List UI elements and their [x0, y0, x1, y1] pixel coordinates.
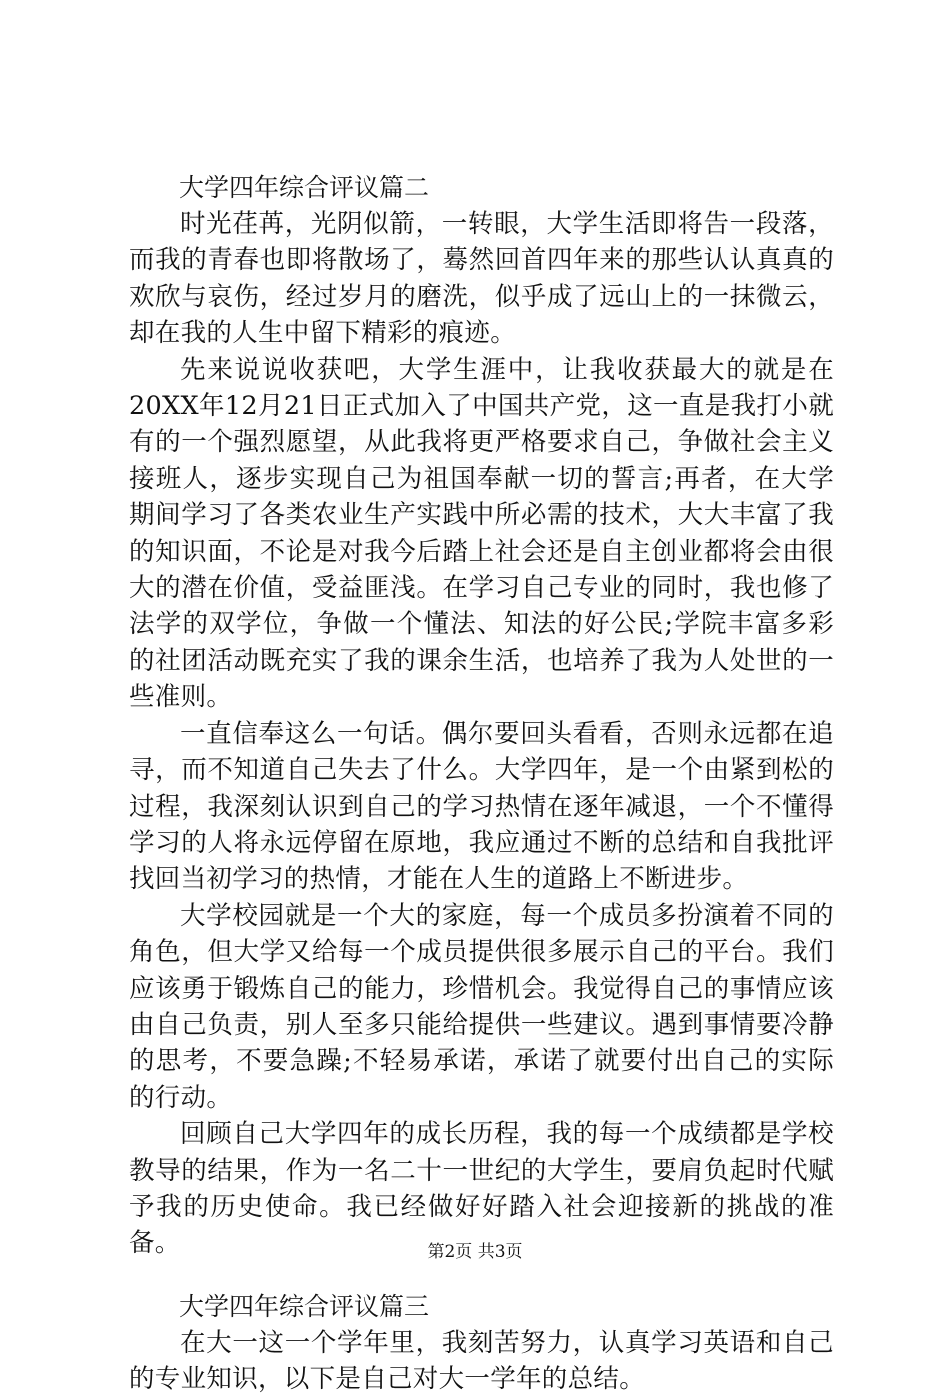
paragraph: 回顾自己大学四年的成长历程，我的每一个成绩都是学校教导的结果，作为一名二十一世纪的大学生，要肩负起时代赋予我的历史使命。我已经做好好踏入社会迎接新的挑战的准备。 — [129, 1119, 834, 1259]
paragraph: 在大一这一个学年里，我刻苦努力，认真学习英语和自己的专业知识，以下是自己对大一学年的总结。 — [129, 1327, 834, 1395]
paragraph: 先来说说收获吧，大学生涯中，让我收获最大的就是在20XX年12月21日正式加入了中国共产党，这一直是我打小就有的一个强烈愿望，从此我将更严格要求自己，争做社会主义接班人，逐步实现自己为祖国奉献一切的誓言;再者，在大学期间学习了各类农业生产实践中所必需的技术，大大丰富了我的知识面，不论是对我今后踏上社会还是自主创业都将会由很大的潜在价值，受益匪浅。在学习自己专业的同时，我也修了法学的双学位，争做一个懂法、知法的好公民;学院丰富多彩的社团活动既充实了我的课余生活，也培养了我为人处世的一些准则。 — [129, 354, 834, 713]
section-spacer — [129, 1262, 834, 1289]
page-footer: 第2页 共3页 — [427, 1242, 523, 1262]
section-heading: 大学四年综合评议篇三 — [179, 1291, 430, 1321]
paragraph: 一直信奉这么一句话。偶尔要回头看看，否则永远都在追寻，而不知道自己失去了什么。大学四年，是一个由紧到松的过程，我深刻认识到自己的学习热情在逐年减退，一个不懂得学习的人将永远停留在原地，我应通过不断的总结和自我批评找回当初学习的热情，才能在人生的道路上不断进步。 — [129, 718, 834, 895]
paragraph: 大学校园就是一个大的家庭，每一个成员多扮演着不同的角色，但大学又给每一个成员提供很多展示自己的平台。我们应该勇于锻炼自己的能力，珍惜机会。我觉得自己的事情应该由自己负责，别人至多只能给提供一些建议。遇到事情要冷静的思考，不要急躁;不轻易承诺，承诺了就要付出自己的实际的行动。 — [129, 900, 834, 1113]
section-heading: 大学四年综合评议篇二 — [179, 173, 430, 202]
document-body — [129, 170, 834, 1398]
paragraph: 时光荏苒，光阴似箭，一转眼，大学生活即将告一段落，而我的青春也即将散场了，蓦然回首四年来的那些认认真真的欢欣与哀伤，经过岁月的磨洗，似乎成了远山上的一抹微云，却在我的人生中留下精彩的痕迹。 — [129, 209, 834, 349]
